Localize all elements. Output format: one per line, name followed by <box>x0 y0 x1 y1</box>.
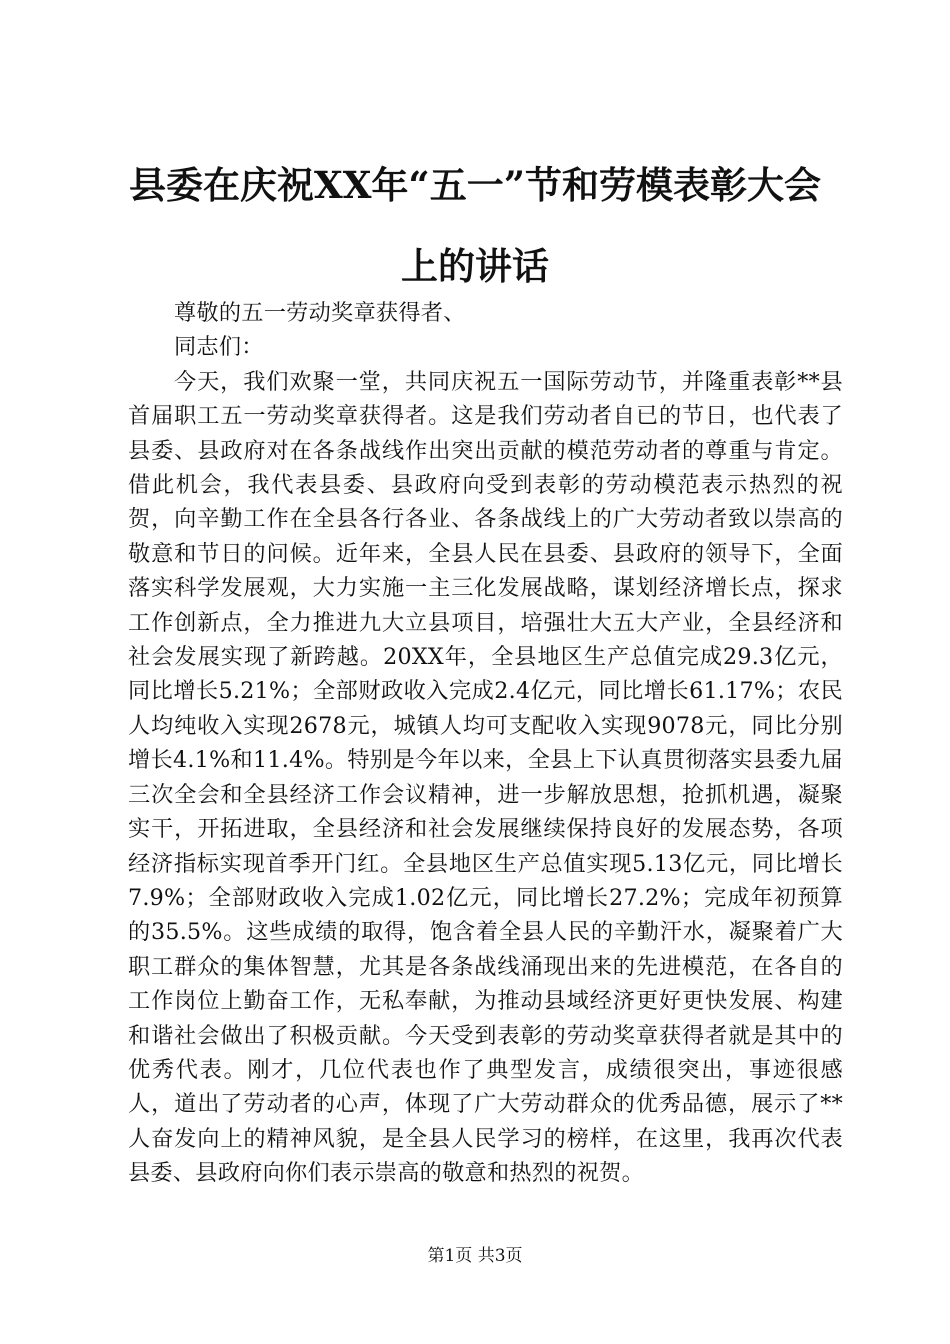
document-title-line-1: 县委在庆祝XX年“五一”节和劳模表彰大会 <box>129 163 821 207</box>
document-body <box>128 296 843 1191</box>
salutation-line-2: 同志们： <box>174 334 264 361</box>
page-indicator: 第1页 共3页 <box>427 1246 523 1266</box>
salutation-line-1: 尊敬的五一劳动奖章获得者、 <box>174 300 466 326</box>
document-title-line-2: 上的讲话 <box>401 244 549 288</box>
body-paragraph: 今天，我们欢聚一堂，共同庆祝五一国际劳动节，并隆重表彰**县首届职工五一劳动奖章获得者。这是我们劳动者自已的节日，也代表了县委、县政府对在各条战线作出突出贡献的模范劳动者的尊重与肯定。借此机会，我代表县委、县政府向受到表彰的劳动模范表示热烈的祝贺，向辛勤工作在全县各行各业、各条战线上的广大劳动者致以崇高的敬意和节日的问候。近年来，全县人民在县委、县政府的领导下，全面落实科学发展观，大力实施一主三化发展战略，谋划经济增长点，探求工作创新点，全力推进九大立县项目，培强壮大五大产业，全县经济和社会发展实现了新跨越。20XX年，全县地区生产总值完成29.3亿元，同比增长5.21%；全部财政收入完成2.4亿元，同比增长61.17%；农民人均纯收入实现2678元，城镇人均可支配收入实现9078元，同比分别增长4.1%和11.4%。特别是今年以来，全县上下认真贯彻落实县委九届三次全会和全县经济工作会议精神，进一步解放思想，抢抓机遇，凝聚实干，开拓进取，全县经济和社会发展继续保持良好的发展态势，各项经济指标实现首季开门红。全县地区生产总值实现5.13亿元，同比增长7.9%；全部财政收入完成1.02亿元，同比增长27.2%；完成年初预算的35.5%。这些成绩的取得，饱含着全县人民的辛勤汗水，凝聚着广大职工群众的集体智慧，尤其是各条战线涌现出来的先进模范，在各自的工作岗位上勤奋工作，无私奉献，为推动县域经济更好更快发展、构建和谐社会做出了积极贡献。今天受到表彰的劳动奖章获得者就是其中的优秀代表。刚才，几位代表也作了典型发言，成绩很突出，事迹很感人，道出了劳动者的心声，体现了广大劳动群众的优秀品德，展示了**人奋发向上的精神风貌，是全县人民学习的榜样，在这里，我再次代表县委、县政府向你们表示崇高的敬意和热烈的祝贺。 <box>128 368 843 1187</box>
